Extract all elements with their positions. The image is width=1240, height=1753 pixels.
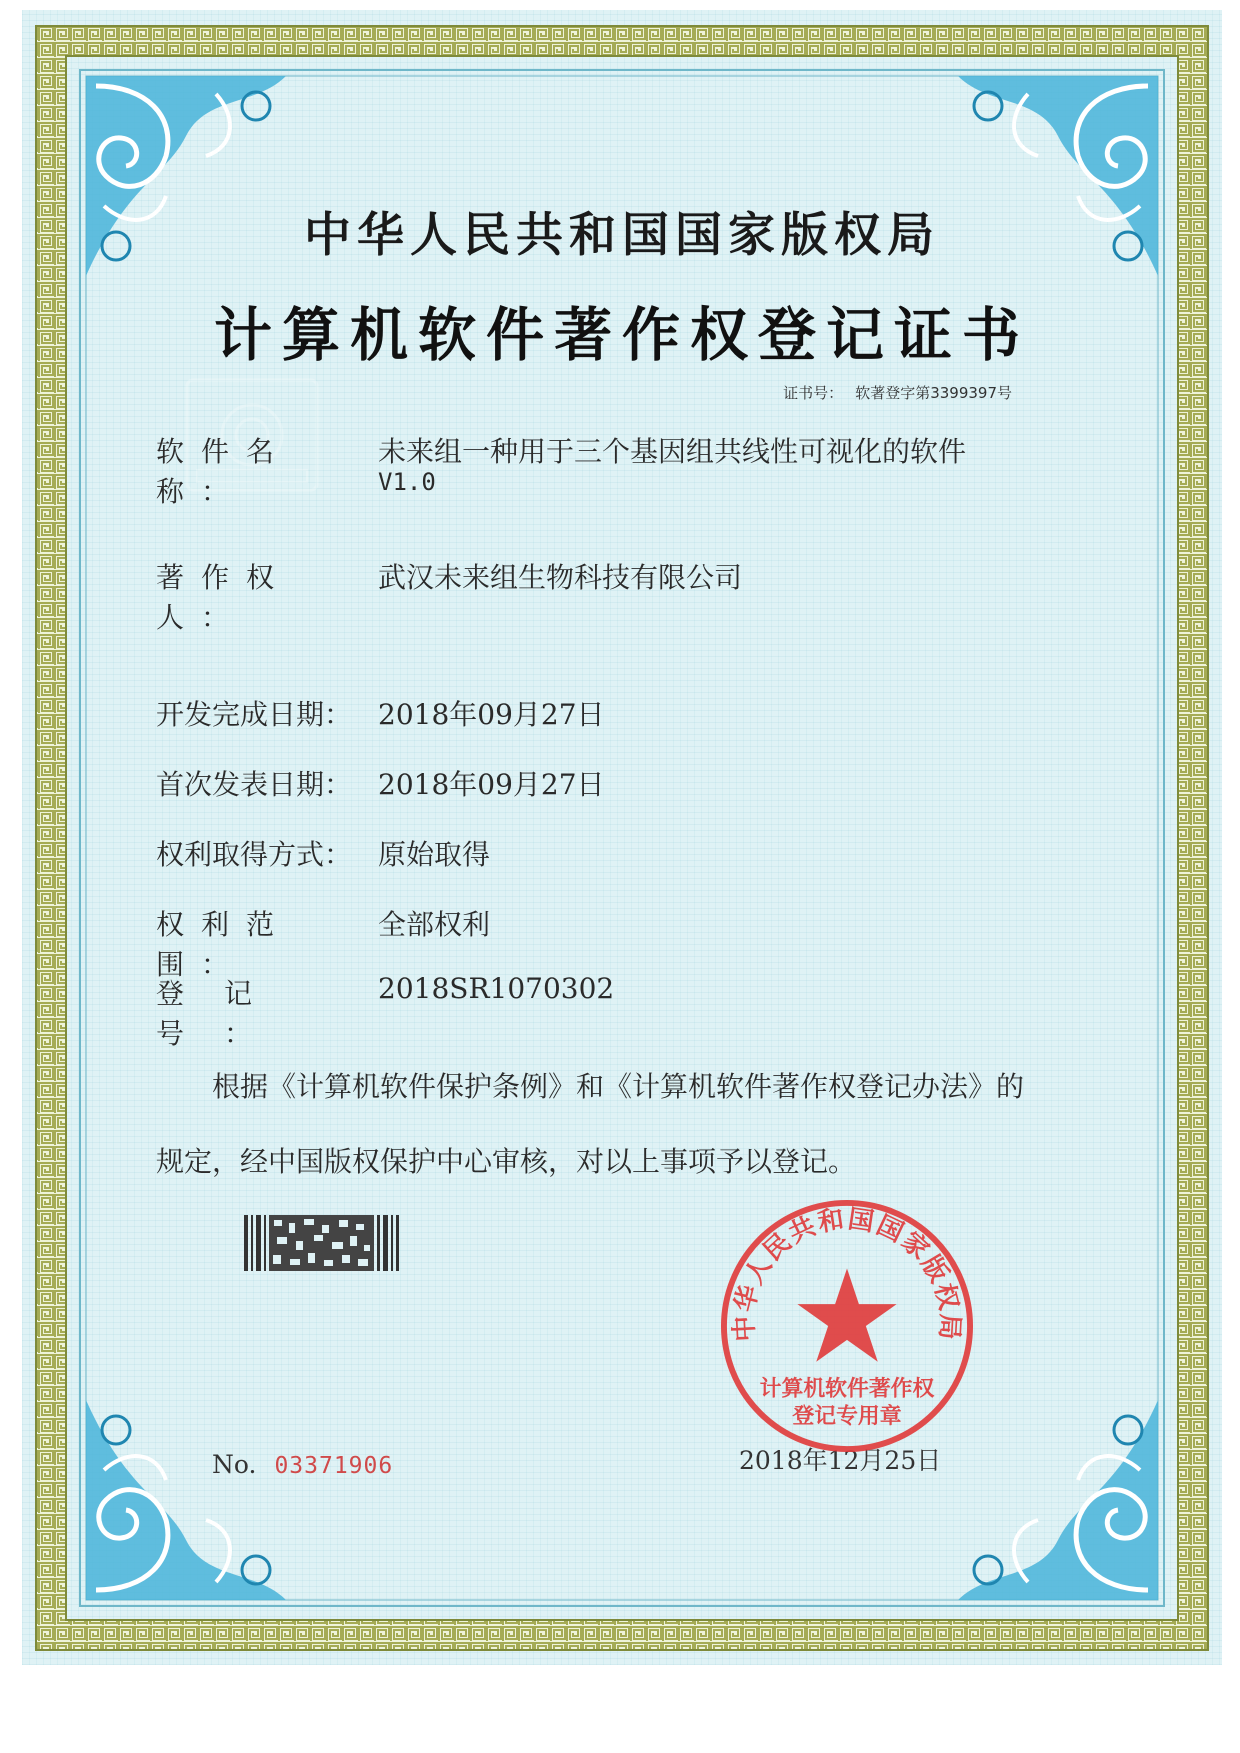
issue-date: 2018年12月25日 <box>739 1446 942 1475</box>
field-value-rights-scope: 全部权利 <box>378 908 491 941</box>
field-label-acquisition-method: 权利取得方式： <box>156 838 353 871</box>
field-value-completion-date: 2018年09月27日 <box>378 698 605 731</box>
serial-number <box>212 1450 393 1479</box>
seal-inner-line-2: 登记专用章 <box>792 1404 902 1430</box>
seal-outer-text: 中华人民共和国国家版权局 <box>729 1204 965 1343</box>
agency-title: 中华人民共和国国家版权局 <box>304 208 940 263</box>
statement-line-2: 规定，经中国版权保护中心审核，对以上事项予以登记。 <box>156 1145 857 1178</box>
seal-inner-line-1: 计算机软件著作权 <box>759 1376 935 1402</box>
field-value-software-name: 未来组一种用于三个基因组共线性可视化的软件 <box>378 435 967 468</box>
field-label-rights-scope: 权利范围： <box>156 908 292 981</box>
field-value-acquisition-method: 原始取得 <box>378 838 491 871</box>
field-label-software-name: 软件名称： <box>156 435 292 508</box>
field-label-copyright-owner: 著作权人： <box>156 561 292 634</box>
field-value-software-version: V1.0 <box>378 468 436 496</box>
official-seal-icon <box>718 1197 976 1455</box>
corner-ornament-icon <box>86 1400 286 1600</box>
certificate-title: 计算机软件著作权登记证书 <box>213 301 1030 369</box>
certificate-number-value: 软著登字第3399397号 <box>855 384 1012 402</box>
corner-ornament-icon <box>958 1400 1158 1600</box>
field-label-registration-number: 登记号： <box>156 977 293 1050</box>
certificate-number-label: 证书号： <box>783 384 844 402</box>
certificate <box>22 10 1222 1665</box>
field-label-publication-date: 首次发表日期： <box>156 768 353 801</box>
barcode-icon <box>244 1215 399 1271</box>
statement-line-1: 根据《计算机软件保护条例》和《计算机软件著作权登记办法》的 <box>212 1070 1025 1103</box>
field-value-copyright-owner: 武汉未来组生物科技有限公司 <box>378 561 743 594</box>
serial-value: 03371906 <box>274 1453 394 1479</box>
certificate-number <box>783 382 1012 403</box>
serial-label: No. <box>212 1450 257 1479</box>
field-value-registration-number: 2018SR1070302 <box>378 972 615 1005</box>
field-label-completion-date: 开发完成日期： <box>156 698 353 731</box>
field-value-publication-date: 2018年09月27日 <box>378 768 605 801</box>
